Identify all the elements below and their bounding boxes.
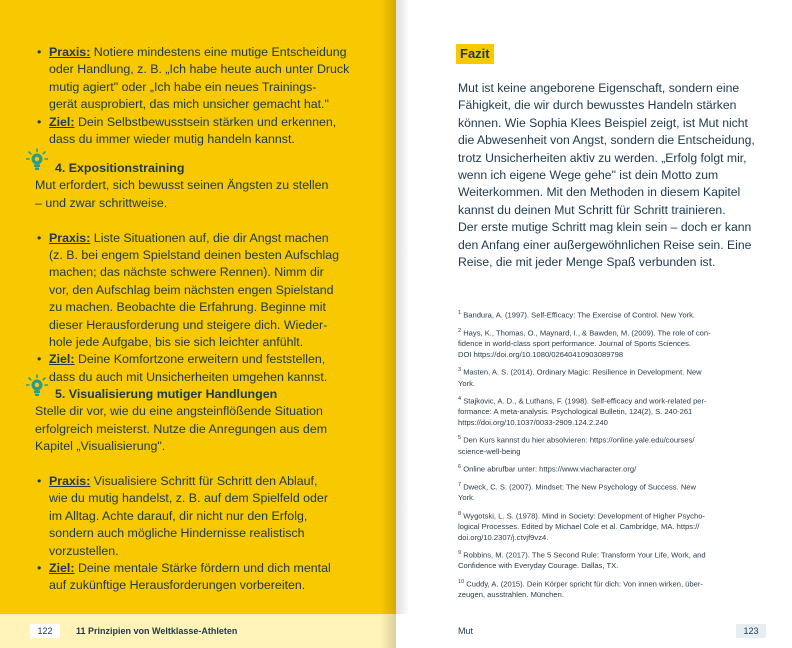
- section-5-title: 5. Visualisierung mutiger Handlungen: [55, 387, 278, 401]
- footnote-3: $^3$ Masten, A. S. (2014). Ordinary Magic: Resilience in Development. New York.: [458, 367, 702, 388]
- bullet-ziel: • Ziel: Deine mentale Stärke fördern und dich mental auf zukünftige Herausforderungen vorbereiten.: [37, 561, 331, 593]
- footnote-10: $^{10}$ Cuddy, A. (2015). Dein Körper spricht für dich: Von innen wirken, über- zeugen, ausstrahlen. München.: [458, 579, 703, 600]
- bullet-praxis: • Praxis: Visualisiere Schritt für Schritt den Ablauf, wie du mutig handelst, z. B. auf dem Spielfeld oder im Alltag. Achte darauf, dir nicht nur den Erfolg, sondern auch mögliche Hindernisse realistisch vorzustellen.: [37, 474, 328, 558]
- footnote-number: 5: [458, 435, 462, 442]
- footnote-number: 2: [458, 328, 462, 335]
- footnote-number: 8: [458, 511, 462, 518]
- footnote-5: $^5$ Den Kurs kannst du hier absolvieren: https://online.yale.edu/courses/ science-well-being: [458, 435, 695, 456]
- footnote-1: $^1$ Bandura, A. (1997). Self-Efficacy: The Exercise of Control. New York.: [458, 310, 696, 320]
- ziel-label: Ziel:: [49, 114, 75, 129]
- bullet-praxis: • Praxis: Notiere mindestens eine mutige Entscheidung oder Handlung, z. B. „Ich habe heute auch unter Druck mutig agiert" oder „Ich habe ein neues Trainings- gerät ausprobiert, das mich unsicher gemacht hat.": [37, 45, 350, 112]
- footnote-9: $^9$ Robbins, M. (2017). The 5 Second Rule: Transform Your Life, Work, and Confidence with Everyday Courage. Dallas, TX.: [458, 550, 706, 571]
- praxis-label: Praxis:: [49, 230, 91, 245]
- book-title: 11 Prinzipien von Weltklasse-Athleten: [76, 626, 238, 636]
- footnote-number: 10: [458, 579, 465, 586]
- ziel-label: Ziel:: [49, 561, 75, 576]
- bullet-text: Liste Situationen auf, die dir Angst machen (z. B. bei engem Spielstand deinen besten Aufschlag machen; das nächste schwere Rennen). Nimm dir vor, den Aufschlag beim nächsten engen Spielstand zu machen. Beobachte die Erfahrung. Beginne mit dieser Herausforderung und steigere dich. Wieder- hole jede Aufgabe, bis sie sich leichter anfühlt.: [49, 230, 339, 350]
- footnote-number: 1: [458, 310, 462, 316]
- section-5-intro: Stelle dir vor, wie du eine angsteinflößende Situation erfolgreich meisterst. Nutze die Anregungen aus dem Kapitel „Visualisierung".: [35, 404, 328, 454]
- footnote-number: 7: [458, 482, 462, 489]
- footnote-7: $^7$ Dweck, C. S. (2007). Mindset: The New Psychology of Success. New York.: [458, 482, 697, 503]
- bullet-ziel: • Ziel: Dein Selbstbewusstsein stärken und erkennen, dass du immer wieder mutig handeln kannst.: [37, 114, 337, 147]
- bullet-text: Notiere mindestens eine mutige Entscheidung oder Handlung, z. B. „Ich habe heute auch unter Druck mutig agiert" oder „Ich habe ein neues Trainings- gerät ausprobiert, das mich unsicher gemacht hat.": [49, 45, 350, 112]
- fazit-heading: Fazit: [456, 44, 494, 64]
- section-4: [35, 160, 365, 386]
- praxis-label: Praxis:: [49, 474, 91, 489]
- right-page: [396, 0, 792, 648]
- footnote-number: 6: [458, 464, 462, 471]
- bullet-ziel: • Ziel: Deine Komfortzone erweitern und feststellen, dass du auch mit Unsicherheiten umgehen kannst.: [37, 352, 328, 384]
- section-title: Mut: [458, 626, 474, 636]
- page-number: 123: [736, 624, 766, 638]
- footnote-number: 9: [458, 550, 462, 557]
- footnote-number: 4: [458, 396, 462, 403]
- bullet-praxis: • Praxis: Liste Situationen auf, die dir Angst machen (z. B. bei engem Spielstand deinen besten Aufschlag machen; das nächste schwere Rennen). Nimm dir vor, den Aufschlag beim nächsten engen Spielstand zu machen. Beobachte die Erfahrung. Beginne mit dieser Herausforderung und steigere dich. Wieder- hole jede Aufgabe, bis sie sich leichter anfühlt.: [37, 230, 339, 350]
- bullet-text: Deine mentale Stärke fördern und dich mental auf zukünftige Herausforderungen vorbereiten.: [49, 561, 331, 593]
- footnote-6: $^6$ Online abrufbar unter: https://www.viacharacter.org/: [458, 464, 637, 474]
- page-number: 122: [30, 624, 60, 638]
- bullet-text: Dein Selbstbewusstsein stärken und erkennen, dass du immer wieder mutig handeln kannst.: [49, 114, 337, 147]
- bullet-text: Visualisiere Schritt für Schritt den Ablauf, wie du mutig handelst, z. B. auf dem Spielfeld oder im Alltag. Achte darauf, dir nicht nur den Erfolg, sondern auch mögliche Hindernisse realistisch vorzustellen.: [49, 474, 328, 558]
- praxis-ziel-block-3: [35, 44, 365, 148]
- ziel-label: Ziel:: [49, 352, 75, 367]
- praxis-label: Praxis:: [49, 45, 91, 59]
- footnote-2: $^2$ Hays, K., Thomas, O., Maynard, I., & Bawden, M. (2009). The role of con- fidence in world-class sport performance. Journal of Sports Sciences. DOI https://doi.org/10.1080/02640410903089798: [458, 328, 711, 359]
- footnote-number: 3: [458, 367, 462, 374]
- fazit-text: Mut ist keine angeborene Eigenschaft, sondern eine Fähigkeit, die wir durch bewusstes Handeln stärken können. Wie Sophia Klees Beispiel zeigt, ist Mut nicht die Abwesenheit von Angst, sondern die Entscheidung, trotz Unsicherheiten aktiv zu werden. „Erfolg folgt mir, wenn ich eigene Wege gehe" ist dein Motto zum Weiterkommen. Mit den Methoden in diesem Kapitel kannst du deinen Mut Schritt für Schritt trainieren. Der erste mutige Schritt mag klein sein – doch er kann den Anfang einer außergewöhnlichen Reise sein. Eine Reise, die mit jeder Menge Spaß verbunden ist.: [458, 81, 755, 270]
- footnote-8: $^8$ Wygotski, L. S. (1978). Mind in Society: Development of Higher Psycho- logical Processes. Edited by Michael Cole et al. Cambridge, MA. https:// doi.org/10.2307/j.ctvjf9vz4.: [458, 511, 705, 542]
- bullet-text: Deine Komfortzone erweitern und feststellen, dass du auch mit Unsicherheiten umgehen kannst.: [49, 352, 328, 384]
- footnotes: [458, 308, 778, 606]
- section-4-title: 4. Expositionstraining: [55, 161, 185, 175]
- footnote-4: $^4$ Stajkovic, A. D., & Luthans, F. (1998). Self-efficacy and work-related per- formance: A meta-analysis. Psychological Bulletin, 124(2), S. 240-261 https://doi.org/10.1037/0033-2909.124.2.240: [458, 396, 707, 427]
- footer: [0, 614, 396, 648]
- section-4-intro: Mut erfordert, sich bewusst seinen Ängsten zu stellen – und zwar schrittweise.: [35, 178, 329, 210]
- section-5: [35, 386, 365, 595]
- footer: [396, 614, 792, 648]
